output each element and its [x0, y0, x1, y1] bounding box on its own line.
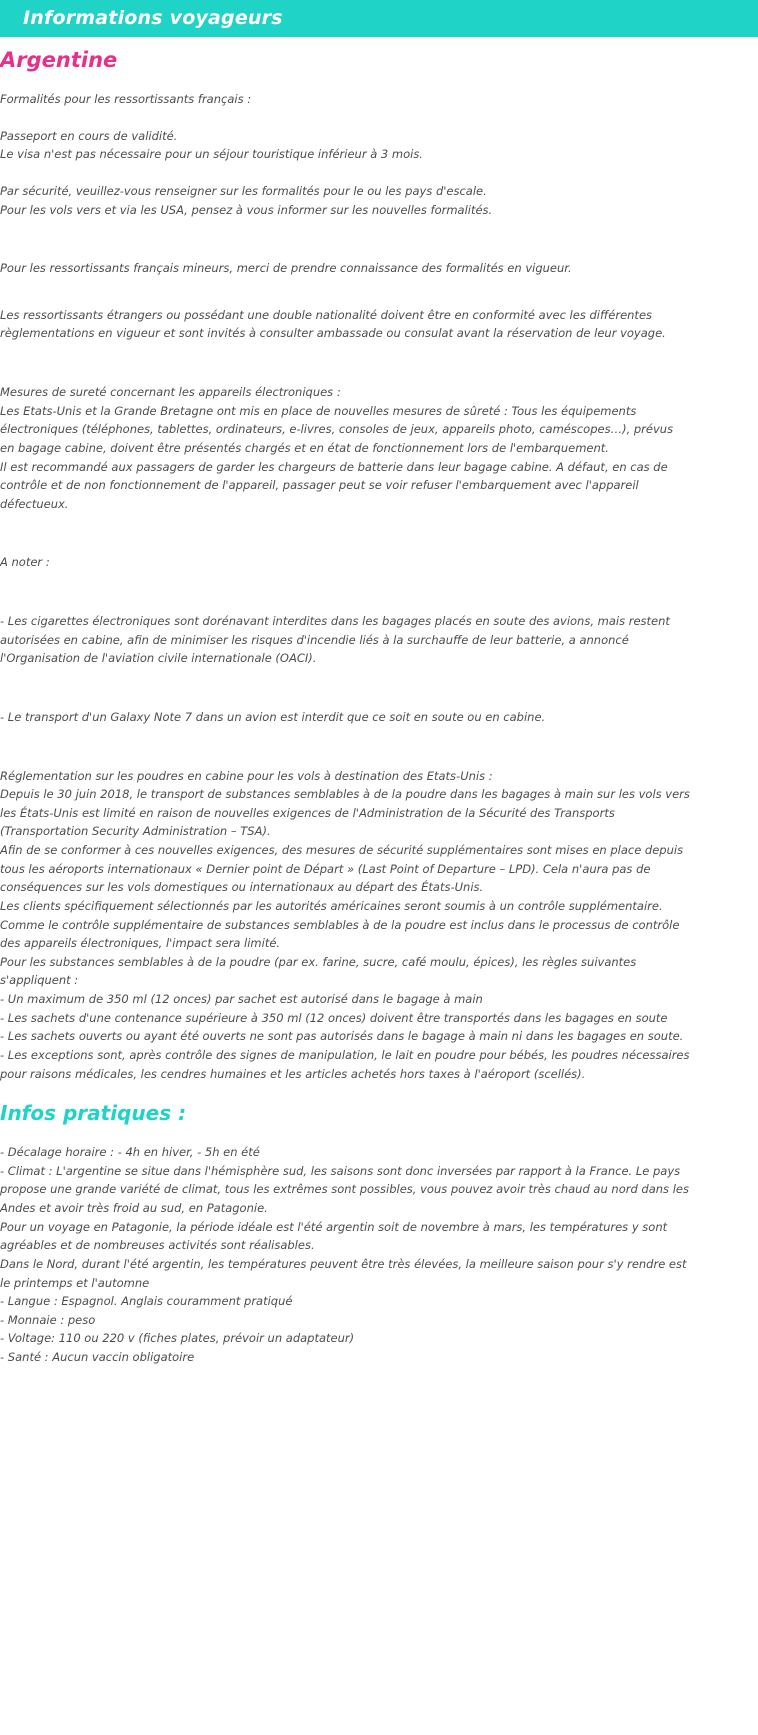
electronics-line1: Les Etats-Unis et la Grande Bretagne ont mis en place de nouvelles mesures de sûreté : Tous les équipements électroniques (téléphones, tablettes, ordinateurs, e-livres, consoles de jeux, appareils photo, caméscopes…), prévus en bagage cabine, doivent être présentés chargés et en état de fonctionnement lors de l'embarquement. — [0, 403, 674, 455]
practical-item: - Voltage: 110 ou 220 v (fiches plates, prévoir un adaptateur) — [0, 1331, 355, 1346]
practical-item: - Langue : Espagnol. Anglais couramment pratiqué — [0, 1294, 293, 1309]
notes-heading: A noter : — [0, 555, 50, 570]
spacer — [0, 572, 758, 612]
formalities-visa: Le visa n'est pas nécessaire pour un séjour touristique inférieur à 3 mois. — [0, 147, 423, 162]
formalities-usa: Pour les vols vers et via les USA, pensez à vous informer sur les nouvelles formalités. — [0, 202, 493, 217]
powders-rule: - Un maximum de 350 ml (12 onces) par sachet est autorisé dans le bagage à main — [0, 992, 483, 1006]
spacer — [0, 668, 758, 708]
formalities-foreigners: Les ressortissants étrangers ou possédant une double nationalité doivent être en conformité avec les différentes règlementations en vigueur et sont invités à consulter ambassade ou consulat avant la réservation de leur voyage. — [0, 307, 666, 341]
powders-p3: Les clients spécifiquement sélectionnés par les autorités américaines seront soumis à un contrôle supplémentaire. — [0, 898, 663, 913]
practical-item: Pour un voyage en Patagonie, la période idéale est l'été argentin soit de novembre à mars, les températures y sont agréables et de nombreuses activités sont réalisables. — [0, 1219, 668, 1253]
practical-item: Dans le Nord, durant l'été argentin, les températures peuvent être très élevées, la meilleure saison pour s'y rendre est le printemps et l'automne — [0, 1256, 687, 1290]
electronics-line2: Il est recommandé aux passagers de garder les chargeurs de batterie dans leur bagage cabine. A défaut, en cas de contrôle et de non fonctionnement de l'appareil, passager peut se voir refuser l'embarquement avec l'appareil défectueux. — [0, 459, 668, 511]
spacer — [0, 278, 758, 306]
powders-title: Réglementation sur les poudres en cabine pour les vols à destination des Etats-Unis : — [0, 768, 493, 783]
document-content — [0, 48, 758, 1367]
formalities-escale: Par sécurité, veuillez-vous renseigner sur les formalités pour le ou les pays d'escale. — [0, 183, 487, 198]
notes-cigarettes: - Les cigarettes électroniques sont dorénavant interdites dans les bagages placés en soute des avions, mais restent autorisées en cabine, afin de minimiser les risques d'incendie liés à la surchauffe de leur batterie, a annoncé l'Organisation de l'aviation civile internationale (OACI). — [0, 614, 670, 666]
practical-item: - Décalage horaire : - 4h en hiver, - 5h en été — [0, 1145, 260, 1160]
spacer — [0, 343, 758, 383]
practical-item: - Monnaie : peso — [0, 1312, 96, 1327]
country-title: Argentine — [0, 48, 118, 72]
formalities-passport: Passeport en cours de validité. — [0, 128, 178, 143]
powders-rule: - Les sachets ouverts ou ayant été ouverts ne sont pas autorisés dans le bagage à main ni dans les bagages en soute. — [0, 1029, 684, 1044]
powders-rule: - Les exceptions sont, après contrôle des signes de manipulation, le lait en poudre pour bébés, les poudres nécessaires pour raisons médicales, les cendres humaines et les articles achetés hors taxes à l'aéroport (scellés). — [0, 1047, 690, 1081]
powders-p5: Pour les substances semblables à de la poudre (par ex. farine, sucre, café moulu, épices), les règles suivantes s'appliquent : — [0, 954, 637, 988]
practical-item: - Climat : L'argentine se situe dans l'hémisphère sud, les saisons sont donc inversées par rapport à la France. Le pays propose une grande variété de climat, tous les extrêmes sont possibles, vous pouvez avoir très chaud au nord dans les Andes et avoir très froid au sud, en Patagonie. — [0, 1163, 689, 1215]
practical-item: - Santé : Aucun vaccin obligatoire — [0, 1350, 195, 1364]
spacer — [0, 164, 758, 182]
electronics-title: Mesures de sureté concernant les appareils électroniques : — [0, 385, 341, 399]
powders-p4: Comme le contrôle supplémentaire de substances semblables à de la poudre est inclus dans le processus de contrôle des appareils électroniques, l'impact sera limité. — [0, 917, 680, 951]
powders-rule: - Les sachets d'une contenance supérieure à 350 ml (12 onces) doivent être transportés dans les bagages en soute — [0, 1010, 668, 1025]
spacer — [0, 72, 758, 90]
spacer — [0, 109, 758, 127]
formalities-intro: Formalités pour les ressortissants français : — [0, 92, 252, 106]
powders-p2: Afin de se conformer à ces nouvelles exigences, des mesures de sécurité supplémentaires sont mises en place depuis tous les aéroports internationaux « Dernier point de Départ » (Last Point of Departure – LPD). Cela n'aura pas de conséquences sur les vols domestiques ou internationaux au départ des États-Unis. — [0, 843, 684, 895]
practical-info-title: Infos pratiques : — [0, 1101, 187, 1126]
spacer — [0, 1125, 758, 1143]
spacer — [0, 1083, 758, 1101]
page-header-bar — [0, 0, 758, 37]
powders-p1: Depuis le 30 juin 2018, le transport de substances semblables à de la poudre dans les bagages à main sur les vols vers les États-Unis est limité en raison de nouvelles exigences de l'Administration de la Sécurité des Transports (Transportation Security Administration – TSA). — [0, 787, 690, 839]
formalities-minors: Pour les ressortissants français mineurs, merci de prendre connaissance des formalités en vigueur. — [0, 261, 572, 276]
spacer — [0, 513, 758, 553]
notes-galaxy: - Le transport d'un Galaxy Note 7 dans un avion est interdit que ce soit en soute ou en cabine. — [0, 709, 546, 724]
page-title: Informations voyageurs — [23, 7, 283, 29]
spacer — [0, 219, 758, 259]
spacer — [0, 727, 758, 767]
